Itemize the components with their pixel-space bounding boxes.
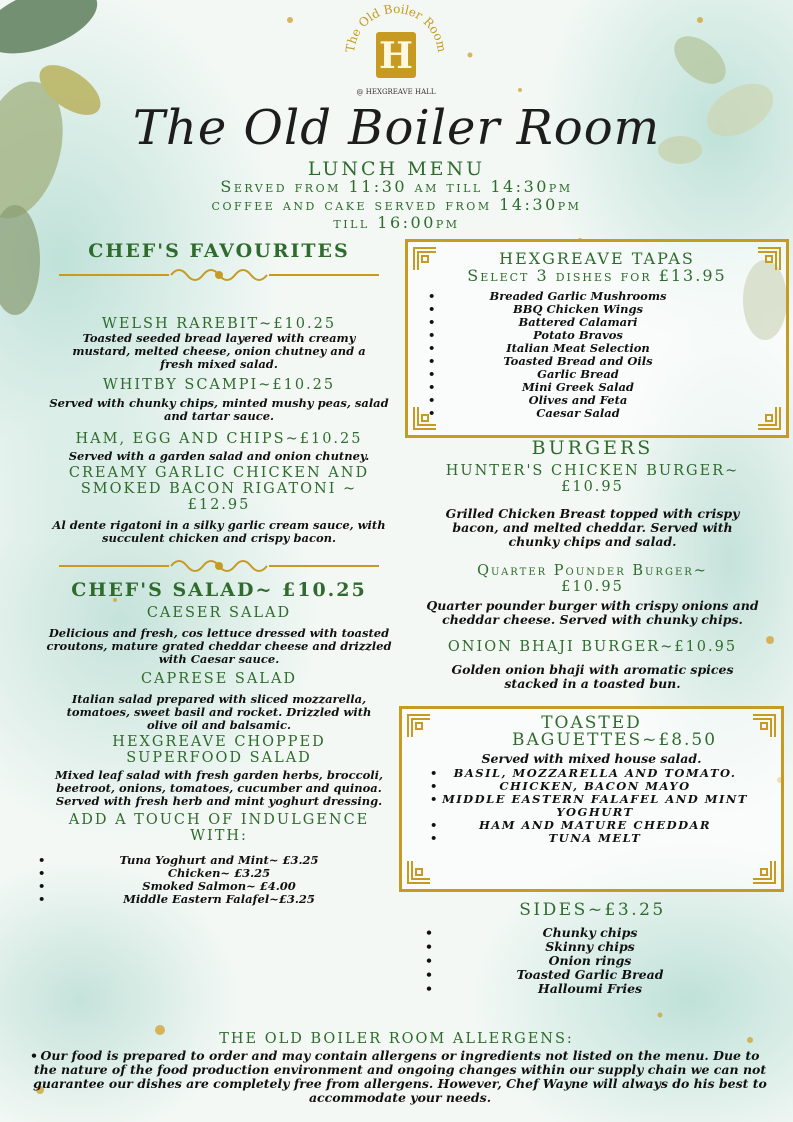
list-item: • CHICKEN, BACON MAYO [430,780,760,793]
sides-section [425,900,760,996]
caprese-salad-desc: Italian salad prepared with sliced mozzarella, tomatoes, sweet basil and rocket. Drizzled with olive oil and balsamic. [66,692,372,732]
superfood-salad-title: HEXGREAVE CHOPPED SUPERFOOD SALAD [112,734,326,766]
list-item: • BBQ Chicken Wings [428,303,728,316]
corner-ornament-icon [412,246,438,272]
ornament-divider-icon [59,553,379,579]
whitby-scampi-title: WHITBY SCAMPI~£10.25 [102,377,336,393]
list-item: • HAM AND MATURE CHEDDAR [430,819,760,832]
indulgence-heading: ADD A TOUCH OF INDULGENCE WITH: [68,812,370,844]
list-item: • Halloumi Fries [425,982,755,996]
quarter-pounder-desc: Quarter pounder burger with crispy onions and cheddar cheese. Served with chunky chips. [426,598,759,627]
hunters-burger-title: HUNTER'S CHICKEN BURGER~ £10.95 [445,463,740,495]
burgers-heading: BURGERS [531,437,654,459]
onion-bhaji-title: ONION BHAJI BURGER~£10.95 [447,639,738,655]
list-item: • Toasted Bread and Oils [428,355,728,368]
menu-title: The Old Boiler Room [132,100,661,156]
baguettes-heading: TOASTED BAGUETTES~£8.50 [512,713,718,750]
sides-heading: SIDES~£3.25 [519,900,666,920]
list-item: • TUNA MELT [430,832,760,845]
tapas-list [428,290,728,420]
rigatoni-desc: Al dente rigatoni in a silky garlic cream sauce, with succulent chicken and crispy bacon. [52,518,386,545]
list-item: • Breaded Garlic Mushrooms [428,290,728,303]
allergens-body: Our food is prepared to order and may contain allergens or ingredients not listed on the menu. Due to the nature of the food production environment and ongoing changes within our supply chain we can not guarantee our dishes are completely free from allergens. However, Chef Wayne will always do his best to accommodate your needs. [33,1048,767,1105]
list-item: • Mini Greek Salad [428,381,728,394]
list-item: • Chunky chips [425,926,755,940]
list-item: • Middle Eastern Falafel~£3.25 [38,893,400,906]
svg-text:H: H [378,35,414,77]
tapas-heading: HEXGREAVE TAPAS [499,249,695,268]
list-item: • Onion rings [425,954,755,968]
list-item: • Garlic Bread [428,368,728,381]
baguettes-list [430,767,760,845]
list-item: • Chicken~ £3.25 [38,867,400,880]
left-column [38,240,400,906]
tapas-box [405,239,789,438]
sides-list [425,926,755,996]
caprese-salad-title: CAPRESE SALAD [140,671,298,687]
list-item: • Olives and Feta [428,394,728,407]
list-item: • Skinny chips [425,940,755,954]
welsh-rarebit-title: WELSH RAREBIT~£10.25 [101,316,337,332]
corner-ornament-icon [756,246,782,272]
allergens-text [30,1049,770,1105]
chefs-salad-heading: CHEF'S SALAD~ £10.25 [71,579,367,601]
onion-bhaji-desc: Golden onion bhaji with aromatic spices stacked in a toasted bun. [451,662,734,691]
addon-list [38,854,400,906]
welsh-rarebit-desc: Toasted seeded bread layered with creamy mustard, melted cheese, onion chutney and a fresh mixed salad. [72,331,366,371]
list-item: • Toasted Garlic Bread [425,968,755,982]
rigatoni-title: CREAMY GARLIC CHICKEN AND SMOKED BACON RIGATONI ~ £12.95 [68,465,370,513]
quarter-pounder-title: Quarter Pounder Burger~ £10.95 [477,563,708,595]
burgers-section [425,437,760,691]
corner-ornament-icon [412,405,438,431]
tapas-subheading: Select 3 dishes for £13.95 [467,266,727,285]
corner-ornament-icon [406,859,432,885]
superfood-salad-desc: Mixed leaf salad with fresh garden herbs, broccoli, beetroot, onions, tomatoes, cucumber and quinoa. Served with fresh herb and mint yoghurt dressing. [54,768,384,808]
svg-text:@ HEXGREAVE HALL: @ HEXGREAVE HALL [356,88,436,96]
caeser-salad-title: CAESER SALAD [146,605,292,621]
ham-egg-chips-desc: Served with a garden salad and onion chutney. [68,449,370,463]
list-item: • MIDDLE EASTERN FALAFEL AND MINT YOGHURT [430,793,760,819]
hexgreave-logo [336,0,456,100]
corner-ornament-icon [756,405,782,431]
corner-ornament-icon [751,859,777,885]
list-item: • Smoked Salmon~ £4.00 [38,880,400,893]
ornament-divider-icon [59,262,379,288]
served-line: till 16:00pm [333,213,460,232]
whitby-scampi-desc: Served with chunky chips, minted mushy peas, salad and tartar sauce. [49,396,389,423]
served-line: coffee and cake served from 14:30pm [211,195,582,214]
svg-text:The Old Boiler Room: The Old Boiler Room [342,1,450,54]
list-item: • Tuna Yoghurt and Mint~ £3.25 [38,854,400,867]
baguettes-box [399,706,784,892]
caeser-salad-desc: Delicious and fresh, cos lettuce dressed with toasted croutons, mature grated cheddar cheese and drizzled with Caesar sauce. [46,626,392,666]
corner-ornament-icon [751,713,777,739]
menu-name: LUNCH MENU [307,158,486,180]
list-item: • Potato Bravos [428,329,728,342]
hunters-burger-desc: Grilled Chicken Breast topped with crispy bacon, and melted cheddar. Served with chunky chips and salad. [445,506,740,549]
served-times [0,178,793,232]
allergens-heading: THE OLD BOILER ROOM ALLERGENS: [219,1031,574,1047]
served-line: Served from 11:30 am till 14:30pm [220,177,573,196]
baguettes-subheading: Served with mixed house salad. [481,751,702,766]
ham-egg-chips-title: HAM, EGG AND CHIPS~£10.25 [75,431,363,447]
list-item: • Battered Calamari [428,316,728,329]
list-item: • BASIL, MOZZARELLA AND TOMATO. [430,767,760,780]
list-item: • Italian Meat Selection [428,342,728,355]
list-item: • Caesar Salad [428,407,728,420]
corner-ornament-icon [406,713,432,739]
chefs-favourites-heading: CHEF'S FAVOURITES [88,240,350,262]
